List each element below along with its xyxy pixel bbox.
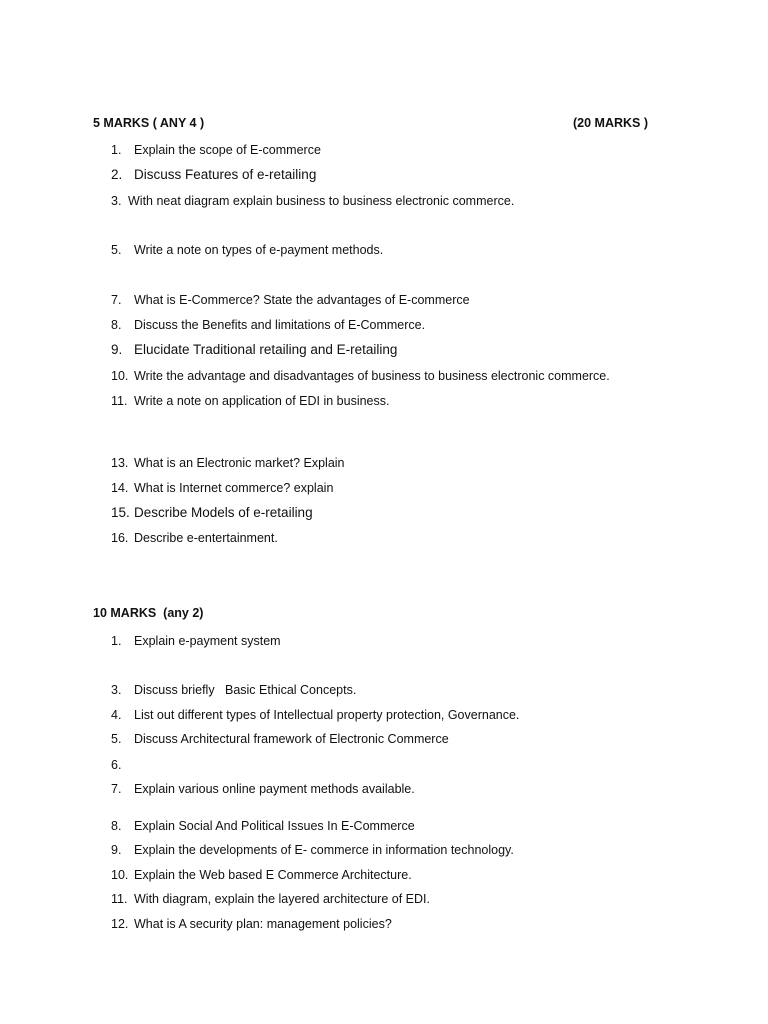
list-item: [111, 368, 610, 384]
list-item: [111, 757, 134, 773]
question-text: Explain e-payment system: [134, 634, 281, 648]
list-item: [111, 633, 281, 649]
question-text: Explain Social And Political Issues In E-Commerce: [134, 819, 415, 833]
question-text: Elucidate Traditional retailing and E-retailing: [134, 342, 398, 357]
question-text: Write the advantage and disadvantages of business to business electronic commerce.: [134, 369, 610, 383]
question-text: Write a note on application of EDI in business.: [134, 394, 390, 408]
list-item: [111, 193, 514, 209]
question-text: Discuss the Benefits and limitations of E-Commerce.: [134, 318, 426, 332]
list-item: [111, 916, 392, 932]
list-item: [111, 867, 412, 883]
list-item: [111, 505, 313, 521]
question-text: Discuss briefly Basic Ethical Concepts.: [134, 683, 357, 697]
question-number: 15.: [111, 505, 130, 520]
question-text: What is an Electronic market? Explain: [134, 456, 345, 470]
question-text: Explain the developments of E- commerce in information technology.: [134, 843, 514, 857]
question-number: 9.: [111, 843, 122, 857]
list-item: [111, 842, 514, 858]
question-text: Write a note on types of e-payment methods.: [134, 243, 384, 257]
question-text: What is A security plan: management policies?: [134, 917, 392, 931]
question-number: 10.: [111, 369, 129, 383]
list-item: [111, 167, 316, 183]
question-text: What is Internet commerce? explain: [134, 481, 334, 495]
list-item: [111, 455, 345, 471]
question-number: 3.: [111, 194, 122, 208]
question-text: What is E-Commerce? State the advantages of E-commerce: [134, 293, 470, 307]
question-number: 8.: [111, 318, 122, 332]
question-number: 16.: [111, 531, 129, 545]
question-text: Describe Models of e-retailing: [134, 505, 313, 520]
question-text: List out different types of Intellectual property protection, Governance.: [134, 708, 520, 722]
question-number: 9.: [111, 342, 123, 357]
question-number: 8.: [111, 819, 122, 833]
list-item: [111, 682, 356, 698]
question-text: Explain various online payment methods available.: [134, 782, 415, 796]
list-item: [111, 530, 278, 546]
question-number: 11.: [111, 394, 128, 408]
question-number: 11.: [111, 892, 128, 906]
list-item: [111, 242, 383, 258]
list-item: [111, 393, 389, 409]
question-number: 5.: [111, 732, 122, 746]
list-item: [111, 781, 415, 797]
question-number: 1.: [111, 634, 122, 648]
section-total-marks: (20 MARKS ): [573, 116, 649, 130]
list-item: [111, 891, 430, 907]
list-item: [111, 342, 397, 358]
question-number: 7.: [111, 782, 122, 796]
question-number: 5.: [111, 243, 122, 257]
question-number: 12.: [111, 917, 129, 931]
question-number: 1.: [111, 143, 122, 157]
question-number: 13.: [111, 456, 129, 470]
question-text: With neat diagram explain business to business electronic commerce.: [128, 194, 515, 208]
question-text: Describe e-entertainment.: [134, 531, 278, 545]
section-10-marks-heading: 10 MARKS (any 2): [93, 606, 204, 620]
question-number: 6.: [111, 758, 122, 772]
list-item: [111, 818, 415, 834]
question-text: Explain the Web based E Commerce Architecture.: [134, 868, 412, 882]
list-item: [111, 707, 519, 723]
list-item: [111, 731, 449, 747]
question-number: 4.: [111, 708, 122, 722]
question-text: With diagram, explain the layered architecture of EDI.: [134, 892, 430, 906]
question-number: 2.: [111, 167, 123, 182]
question-text: Explain the scope of E-commerce: [134, 143, 321, 157]
question-number: 7.: [111, 293, 122, 307]
section-5-marks-heading: 5 MARKS ( ANY 4 ): [93, 116, 205, 130]
list-item: [111, 142, 321, 158]
list-item: [111, 317, 425, 333]
question-number: 14.: [111, 481, 129, 495]
list-item: [111, 480, 333, 496]
question-number: 3.: [111, 683, 122, 697]
list-item: [111, 292, 470, 308]
question-text: Discuss Features of e-retailing: [134, 167, 317, 182]
question-number: 10.: [111, 868, 129, 882]
question-text: Discuss Architectural framework of Electronic Commerce: [134, 732, 449, 746]
